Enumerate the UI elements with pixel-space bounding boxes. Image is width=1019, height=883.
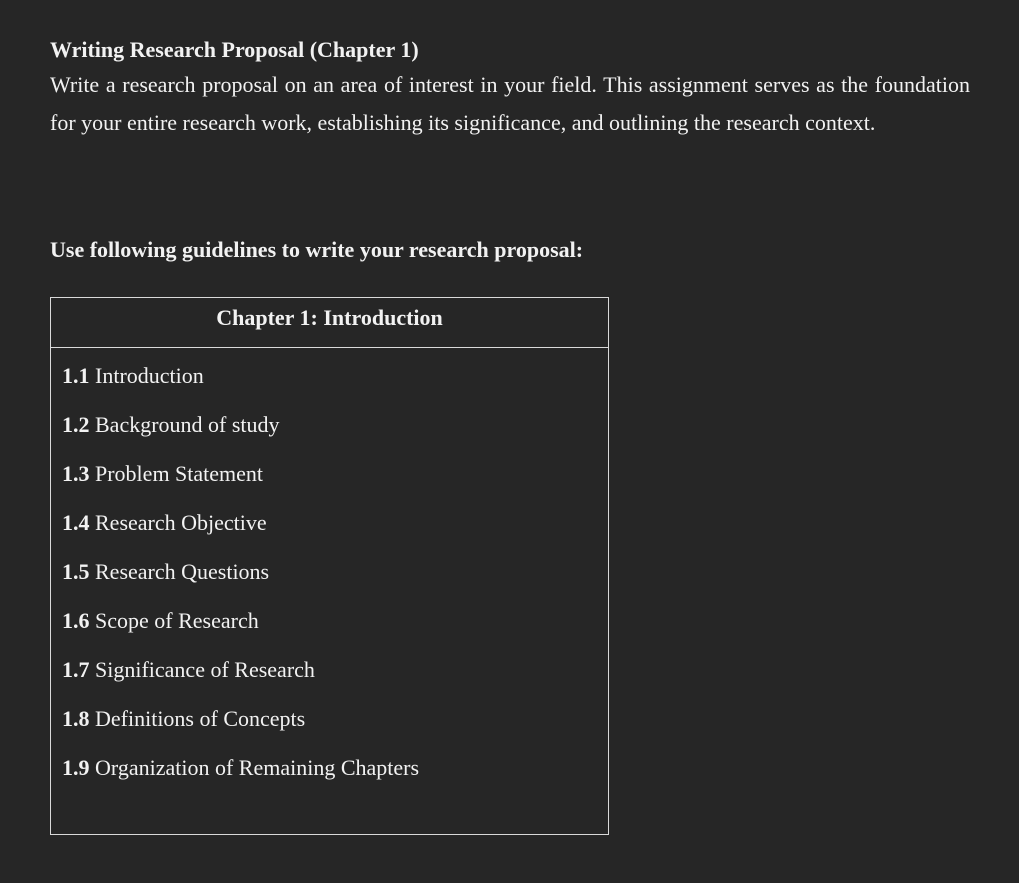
outline-item-number: 1.2 xyxy=(62,412,90,437)
document-content xyxy=(50,34,970,780)
outline-item-number: 1.8 xyxy=(62,706,90,731)
outline-item-label: Research Questions xyxy=(89,559,270,584)
outline-item-number: 1.9 xyxy=(62,755,90,780)
outline-item xyxy=(62,743,608,792)
guidelines-heading: Use following guidelines to write your research proposal: xyxy=(50,237,584,262)
outline-item-number: 1.1 xyxy=(62,363,90,388)
outline-item-label: Definitions of Concepts xyxy=(89,706,306,731)
outline-item xyxy=(62,351,608,400)
outline-item-label: Significance of Research xyxy=(89,657,315,682)
outline-item-label: Introduction xyxy=(89,363,204,388)
outline-item xyxy=(62,498,608,547)
chapter-outline-header: Chapter 1: Introduction xyxy=(51,298,608,348)
outline-item-number: 1.4 xyxy=(62,510,90,535)
chapter-outline-list xyxy=(51,348,608,792)
outline-item-label: Background of study xyxy=(89,412,280,437)
assignment-title: Writing Research Proposal (Chapter 1) xyxy=(50,37,419,62)
outline-item xyxy=(62,449,608,498)
chapter-outline-table xyxy=(50,297,609,835)
outline-item xyxy=(62,400,608,449)
outline-item xyxy=(62,547,608,596)
assignment-description: Write a research proposal on an area of interest in your field. This assignment serves as the foundation for your entire research work, establishing its significance, and outlining the research context. xyxy=(50,72,970,135)
outline-item-number: 1.3 xyxy=(62,461,90,486)
outline-item-number: 1.6 xyxy=(62,608,90,633)
outline-item-label: Problem Statement xyxy=(89,461,264,486)
outline-item xyxy=(62,694,608,743)
outline-item xyxy=(62,596,608,645)
outline-item-label: Organization of Remaining Chapters xyxy=(89,755,420,780)
outline-item-label: Scope of Research xyxy=(89,608,259,633)
outline-item-number: 1.5 xyxy=(62,559,90,584)
outline-item-number: 1.7 xyxy=(62,657,90,682)
outline-item xyxy=(62,645,608,694)
outline-item-label: Research Objective xyxy=(89,510,267,535)
